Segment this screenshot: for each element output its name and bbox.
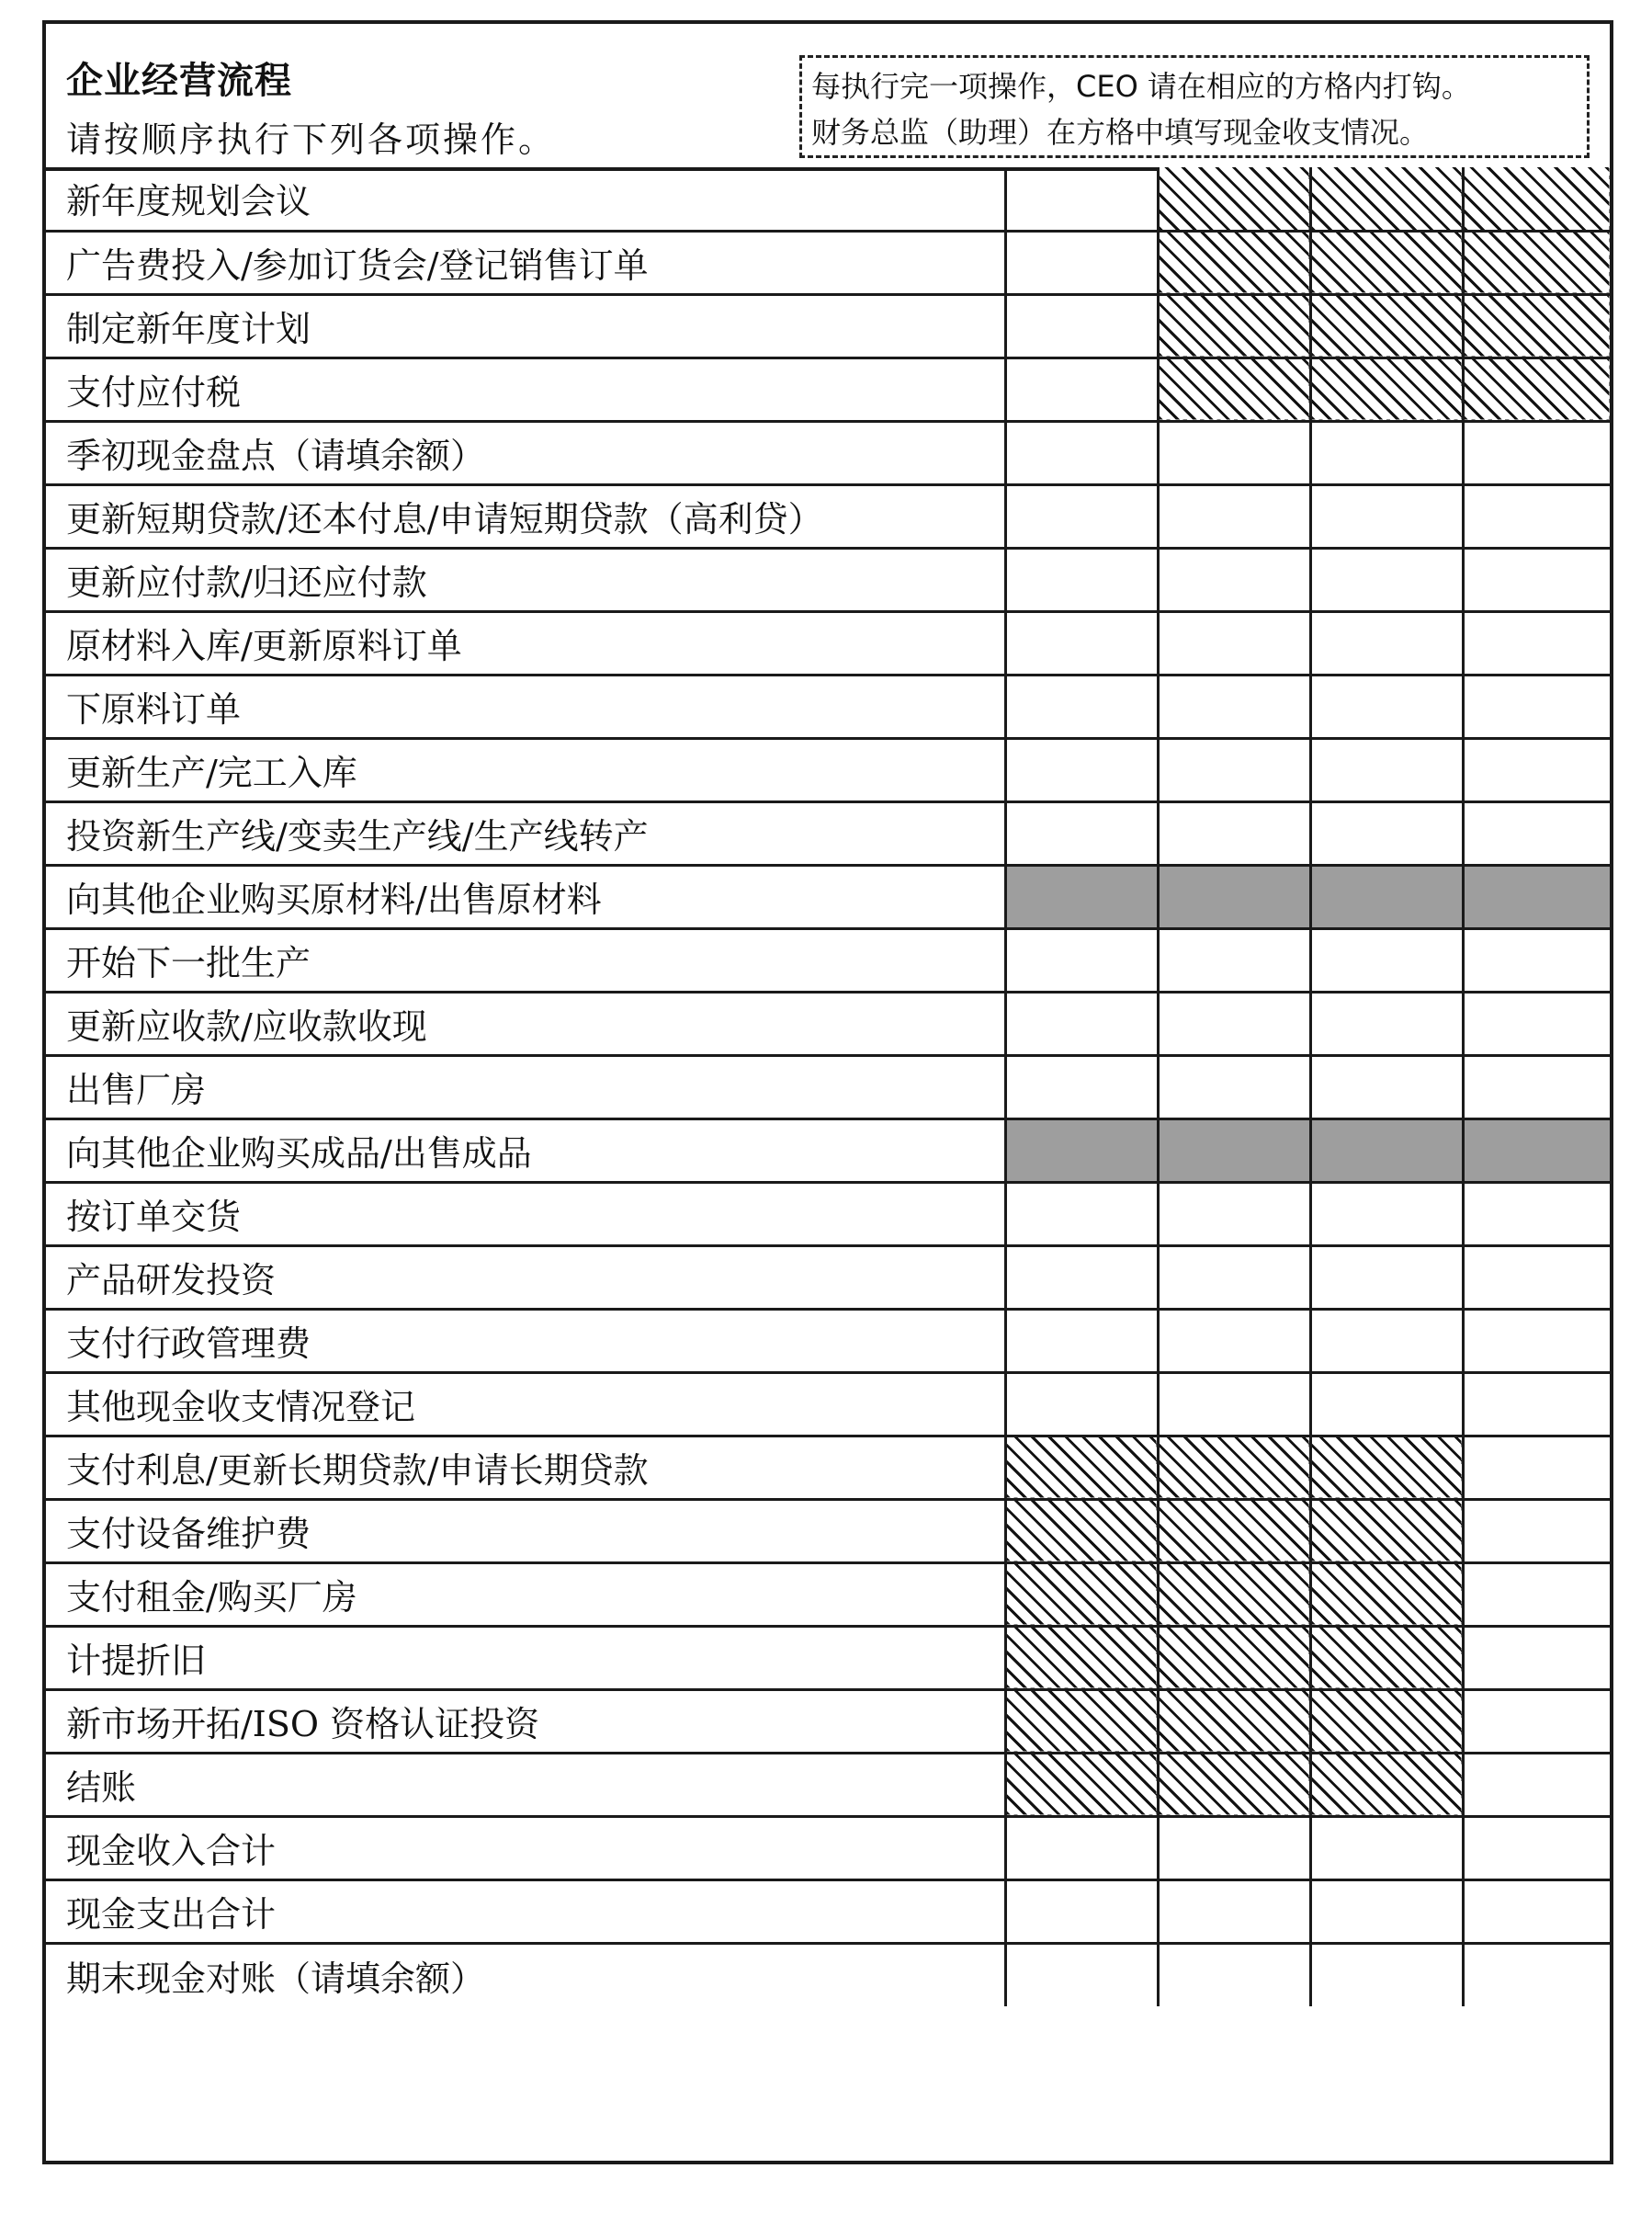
- step-label: 支付行政管理费: [46, 1309, 1005, 1372]
- step-label: 更新应付款/归还应付款: [46, 548, 1005, 611]
- quarter-3-entry-cell[interactable]: [1310, 484, 1463, 548]
- quarter-1-entry-cell[interactable]: [1005, 358, 1158, 421]
- quarter-1-entry-cell[interactable]: [1005, 675, 1158, 738]
- table-row: [46, 992, 1610, 1055]
- step-label: 投资新生产线/变卖生产线/生产线转产: [46, 801, 1005, 865]
- quarter-2-entry-cell[interactable]: [1158, 675, 1310, 738]
- hatched-cell: [1158, 231, 1310, 294]
- hatched-cell: [1463, 167, 1610, 231]
- quarter-3-entry-cell[interactable]: [1310, 801, 1463, 865]
- hatched-cell: [1005, 1562, 1158, 1626]
- quarter-1-entry-cell[interactable]: [1005, 1309, 1158, 1372]
- step-label: 支付利息/更新长期贷款/申请长期贷款: [46, 1436, 1005, 1499]
- quarter-2-entry-cell[interactable]: [1158, 1879, 1310, 1943]
- table-row: [46, 231, 1610, 294]
- quarter-4-entry-cell[interactable]: [1463, 1816, 1610, 1879]
- quarter-3-entry-cell[interactable]: [1310, 1372, 1463, 1436]
- step-label: 出售厂房: [46, 1055, 1005, 1118]
- instruction-note: [799, 55, 1590, 158]
- quarter-1-entry-cell[interactable]: [1005, 738, 1158, 801]
- hatched-cell: [1463, 231, 1610, 294]
- step-label: 广告费投入/参加订货会/登记销售订单: [46, 231, 1005, 294]
- quarter-3-entry-cell[interactable]: [1310, 1309, 1463, 1372]
- quarter-2-entry-cell[interactable]: [1158, 1055, 1310, 1118]
- step-label: 现金收入合计: [46, 1816, 1005, 1879]
- quarter-1-entry-cell[interactable]: [1005, 548, 1158, 611]
- hatched-cell: [1310, 1626, 1463, 1689]
- table-row: [46, 1943, 1610, 2006]
- quarter-1-entry-cell[interactable]: [1005, 1879, 1158, 1943]
- quarter-4-entry-cell[interactable]: [1463, 1245, 1610, 1309]
- table-row: [46, 738, 1610, 801]
- table-row: [46, 167, 1610, 231]
- step-label: 季初现金盘点（请填余额）: [46, 421, 1005, 484]
- quarter-1-entry-cell[interactable]: [1005, 992, 1158, 1055]
- step-label: 原材料入库/更新原料订单: [46, 611, 1005, 675]
- step-label: 结账: [46, 1753, 1005, 1816]
- quarter-4-entry-cell[interactable]: [1463, 1055, 1610, 1118]
- hatched-cell: [1005, 1626, 1158, 1689]
- step-label: 下原料订单: [46, 675, 1005, 738]
- quarter-2-entry-cell[interactable]: [1158, 484, 1310, 548]
- table-row: [46, 1816, 1610, 1879]
- step-label: 新年度规划会议: [46, 167, 1005, 231]
- hatched-cell: [1005, 1753, 1158, 1816]
- step-label: 期末现金对账（请填余额）: [46, 1943, 1005, 2006]
- step-label: 计提折旧: [46, 1626, 1005, 1689]
- quarter-1-entry-cell[interactable]: [1005, 1182, 1158, 1245]
- sheet-title: 企业经营流程: [66, 60, 292, 102]
- quarter-1-entry-cell[interactable]: [1005, 801, 1158, 865]
- table-row: [46, 611, 1610, 675]
- quarter-4-entry-cell[interactable]: [1463, 421, 1610, 484]
- quarter-3-entry-cell[interactable]: [1310, 548, 1463, 611]
- quarter-2-entry-cell[interactable]: [1158, 611, 1310, 675]
- shaded-cell: [1158, 865, 1310, 928]
- quarter-4-entry-cell[interactable]: [1463, 1753, 1610, 1816]
- quarter-1-entry-cell[interactable]: [1005, 1055, 1158, 1118]
- shaded-cell: [1463, 1118, 1610, 1182]
- table-row: [46, 1118, 1610, 1182]
- table-row: [46, 484, 1610, 548]
- process-sheet: [42, 20, 1613, 2164]
- step-label: 支付设备维护费: [46, 1499, 1005, 1562]
- quarter-2-entry-cell[interactable]: [1158, 1309, 1310, 1372]
- shaded-cell: [1005, 1118, 1158, 1182]
- quarter-4-entry-cell[interactable]: [1463, 484, 1610, 548]
- quarter-2-entry-cell[interactable]: [1158, 738, 1310, 801]
- shaded-cell: [1310, 865, 1463, 928]
- quarter-4-entry-cell[interactable]: [1463, 1879, 1610, 1943]
- quarter-3-entry-cell[interactable]: [1310, 1055, 1463, 1118]
- step-label: 向其他企业购买成品/出售成品: [46, 1118, 1005, 1182]
- quarter-3-entry-cell[interactable]: [1310, 928, 1463, 992]
- table-row: [46, 421, 1610, 484]
- step-label: 更新生产/完工入库: [46, 738, 1005, 801]
- quarter-2-entry-cell[interactable]: [1158, 1372, 1310, 1436]
- step-label: 向其他企业购买原材料/出售原材料: [46, 865, 1005, 928]
- shaded-cell: [1158, 1118, 1310, 1182]
- table-row: [46, 1245, 1610, 1309]
- quarter-3-entry-cell[interactable]: [1310, 675, 1463, 738]
- hatched-cell: [1463, 358, 1610, 421]
- hatched-cell: [1310, 294, 1463, 358]
- hatched-cell: [1005, 1499, 1158, 1562]
- quarter-2-entry-cell[interactable]: [1158, 1943, 1310, 2006]
- table-row: [46, 801, 1610, 865]
- hatched-cell: [1005, 1436, 1158, 1499]
- quarter-1-entry-cell[interactable]: [1005, 421, 1158, 484]
- hatched-cell: [1310, 1436, 1463, 1499]
- hatched-cell: [1310, 1689, 1463, 1753]
- quarter-4-entry-cell[interactable]: [1463, 738, 1610, 801]
- hatched-cell: [1158, 1436, 1310, 1499]
- hatched-cell: [1158, 167, 1310, 231]
- quarter-2-entry-cell[interactable]: [1158, 548, 1310, 611]
- table-row: [46, 865, 1610, 928]
- quarter-4-entry-cell[interactable]: [1463, 548, 1610, 611]
- quarter-3-entry-cell[interactable]: [1310, 611, 1463, 675]
- step-label: 产品研发投资: [46, 1245, 1005, 1309]
- quarter-4-entry-cell[interactable]: [1463, 611, 1610, 675]
- table-row: [46, 1055, 1610, 1118]
- quarter-1-entry-cell[interactable]: [1005, 484, 1158, 548]
- instruction-note-line-1: 每执行完一项操作，CEO 请在相应的方格内打钩。: [811, 69, 1471, 104]
- quarter-3-entry-cell[interactable]: [1310, 992, 1463, 1055]
- hatched-cell: [1310, 1562, 1463, 1626]
- table-row: [46, 675, 1610, 738]
- quarter-2-entry-cell[interactable]: [1158, 928, 1310, 992]
- step-label: 更新短期贷款/还本付息/申请短期贷款（高利贷）: [46, 484, 1005, 548]
- step-label: 其他现金收支情况登记: [46, 1372, 1005, 1436]
- hatched-cell: [1310, 231, 1463, 294]
- quarter-4-entry-cell[interactable]: [1463, 1309, 1610, 1372]
- quarter-1-entry-cell[interactable]: [1005, 167, 1158, 231]
- hatched-cell: [1158, 1562, 1310, 1626]
- table-row: [46, 1879, 1610, 1943]
- process-table: [46, 167, 1610, 2006]
- table-row: [46, 294, 1610, 358]
- step-label: 新市场开拓/ISO 资格认证投资: [46, 1689, 1005, 1753]
- hatched-cell: [1158, 1626, 1310, 1689]
- quarter-4-entry-cell[interactable]: [1463, 675, 1610, 738]
- quarter-2-entry-cell[interactable]: [1158, 801, 1310, 865]
- table-row: [46, 1562, 1610, 1626]
- hatched-cell: [1310, 1499, 1463, 1562]
- quarter-1-entry-cell[interactable]: [1005, 1816, 1158, 1879]
- step-label: 更新应收款/应收款收现: [46, 992, 1005, 1055]
- quarter-3-entry-cell[interactable]: [1310, 1943, 1463, 2006]
- table-row: [46, 1309, 1610, 1372]
- hatched-cell: [1310, 358, 1463, 421]
- table-row: [46, 1753, 1610, 1816]
- quarter-2-entry-cell[interactable]: [1158, 1245, 1310, 1309]
- table-row: [46, 1436, 1610, 1499]
- step-label: 制定新年度计划: [46, 294, 1005, 358]
- sheet-header: [46, 24, 1610, 171]
- hatched-cell: [1005, 1689, 1158, 1753]
- step-label: 现金支出合计: [46, 1879, 1005, 1943]
- quarter-2-entry-cell[interactable]: [1158, 992, 1310, 1055]
- quarter-4-entry-cell[interactable]: [1463, 1689, 1610, 1753]
- quarter-3-entry-cell[interactable]: [1310, 738, 1463, 801]
- quarter-2-entry-cell[interactable]: [1158, 1816, 1310, 1879]
- process-table-body: [46, 167, 1610, 2006]
- quarter-4-entry-cell[interactable]: [1463, 1626, 1610, 1689]
- table-row: [46, 1689, 1610, 1753]
- quarter-4-entry-cell[interactable]: [1463, 1562, 1610, 1626]
- quarter-4-entry-cell[interactable]: [1463, 1436, 1610, 1499]
- hatched-cell: [1158, 1753, 1310, 1816]
- quarter-4-entry-cell[interactable]: [1463, 928, 1610, 992]
- step-label: 按订单交货: [46, 1182, 1005, 1245]
- table-row: [46, 1182, 1610, 1245]
- quarter-3-entry-cell[interactable]: [1310, 1879, 1463, 1943]
- quarter-2-entry-cell[interactable]: [1158, 1182, 1310, 1245]
- sheet-subtitle: 请按顺序执行下列各项操作。: [66, 119, 557, 160]
- quarter-1-entry-cell[interactable]: [1005, 1943, 1158, 2006]
- hatched-cell: [1310, 167, 1463, 231]
- hatched-cell: [1158, 358, 1310, 421]
- shaded-cell: [1310, 1118, 1463, 1182]
- quarter-4-entry-cell[interactable]: [1463, 1943, 1610, 2006]
- step-label: 开始下一批生产: [46, 928, 1005, 992]
- quarter-1-entry-cell[interactable]: [1005, 611, 1158, 675]
- step-label: 支付租金/购买厂房: [46, 1562, 1005, 1626]
- quarter-3-entry-cell[interactable]: [1310, 1816, 1463, 1879]
- table-row: [46, 358, 1610, 421]
- hatched-cell: [1158, 294, 1310, 358]
- step-label: 支付应付税: [46, 358, 1005, 421]
- table-row: [46, 928, 1610, 992]
- quarter-1-entry-cell[interactable]: [1005, 1372, 1158, 1436]
- shaded-cell: [1005, 865, 1158, 928]
- quarter-4-entry-cell[interactable]: [1463, 1182, 1610, 1245]
- quarter-3-entry-cell[interactable]: [1310, 1245, 1463, 1309]
- quarter-1-entry-cell[interactable]: [1005, 928, 1158, 992]
- hatched-cell: [1463, 294, 1610, 358]
- quarter-3-entry-cell[interactable]: [1310, 1182, 1463, 1245]
- quarter-3-entry-cell[interactable]: [1310, 421, 1463, 484]
- hatched-cell: [1158, 1499, 1310, 1562]
- quarter-4-entry-cell[interactable]: [1463, 801, 1610, 865]
- quarter-4-entry-cell[interactable]: [1463, 1499, 1610, 1562]
- quarter-1-entry-cell[interactable]: [1005, 231, 1158, 294]
- quarter-4-entry-cell[interactable]: [1463, 1372, 1610, 1436]
- table-row: [46, 1626, 1610, 1689]
- shaded-cell: [1463, 865, 1610, 928]
- quarter-4-entry-cell[interactable]: [1463, 992, 1610, 1055]
- hatched-cell: [1158, 1689, 1310, 1753]
- table-row: [46, 1372, 1610, 1436]
- quarter-1-entry-cell[interactable]: [1005, 294, 1158, 358]
- quarter-1-entry-cell[interactable]: [1005, 1245, 1158, 1309]
- table-row: [46, 548, 1610, 611]
- instruction-note-line-2: 财务总监（助理）在方格中填写现金收支情况。: [811, 115, 1430, 150]
- quarter-2-entry-cell[interactable]: [1158, 421, 1310, 484]
- hatched-cell: [1310, 1753, 1463, 1816]
- table-row: [46, 1499, 1610, 1562]
